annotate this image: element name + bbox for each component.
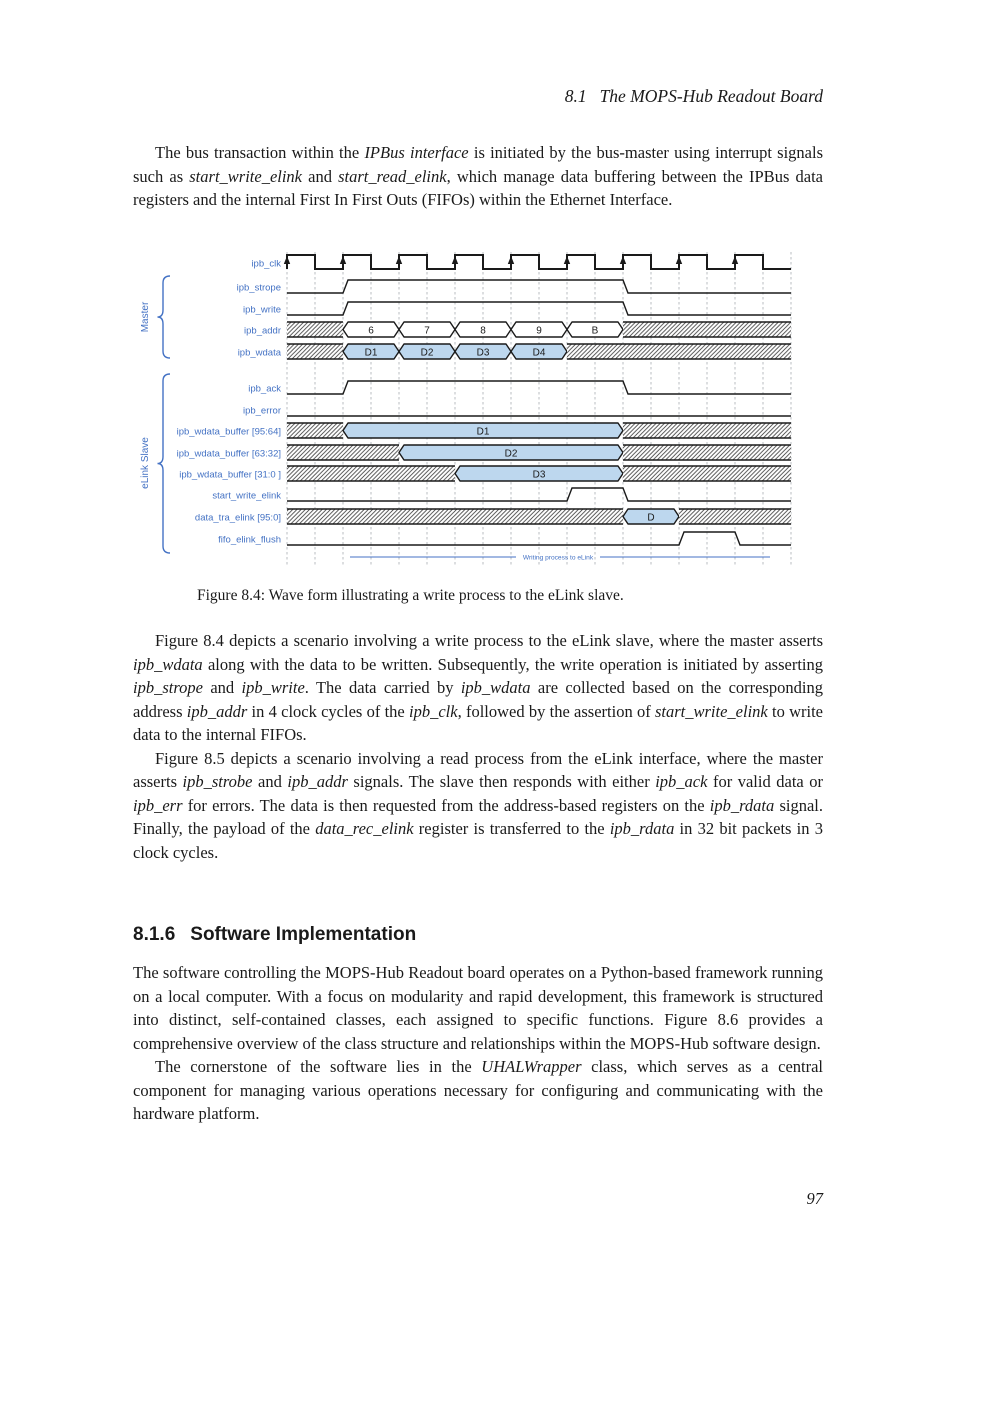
signal-ipb_error [243, 406, 791, 417]
clock-rising-edge-arrow-icon [340, 256, 346, 264]
group-brace-icon [158, 374, 171, 553]
svg-text:7: 7 [424, 325, 430, 337]
svg-text:ipb_wdata: ipb_wdata [237, 347, 281, 359]
clock-rising-edge-arrow-icon [732, 256, 738, 264]
clock-rising-edge-arrow-icon [452, 256, 458, 264]
svg-text:ipb_strope: ipb_strope [236, 282, 281, 294]
clock-rising-edge-arrow-icon [508, 256, 514, 264]
signal-ipb_ack [248, 381, 791, 395]
clock-rising-edge-arrow-icon [284, 256, 290, 264]
intro-paragraph-block [133, 141, 823, 212]
paragraph-write-process: Figure 8.4 depicts a scenario involving a write process to the eLink slave, where the master asserts ipb_wdata along with the data to be written. Subsequently, the write operation is initiated by asserting ipb_strope and ipb_write. The data carried by ipb_wdata are collected based on the corresponding address ipb_addr in 4 clock cycles of the ipb_clk, followed by the assertion of start_write_elink to write data to the internal FIFOs. [133, 631, 823, 744]
signal-group-elink-slave [140, 374, 170, 553]
svg-text:ipb_ack: ipb_ack [248, 383, 281, 395]
running-head-section-number: 8.1 [564, 86, 587, 106]
signal-fifo_elink_flush [218, 532, 791, 546]
svg-text:ipb_clk: ipb_clk [251, 258, 281, 270]
paragraph-software-framework: The software controlling the MOPS-Hub Readout board operates on a Python-based framework running on a local computer. With a focus on modularity and rapid development, this framework is structured into distinct, self-contained classes, each assigned to specific functions. Figure 8.6 provides a comprehensive overview of the class structure and relationships within the MOPS-Hub software design. [133, 963, 823, 1053]
signal-ipb_wdata_buffer_95_64 [177, 423, 791, 438]
svg-text:9: 9 [536, 325, 542, 337]
signal-ipb_wdata_buffer_63_32 [177, 445, 791, 460]
figure-discussion-block [133, 629, 823, 864]
section-heading [133, 924, 823, 946]
signal-ipb_clk [251, 255, 791, 270]
paragraph-ipbus-intro: The bus transaction within the IPBus interface is initiated by the bus-master using interrupt signals such as start_write_elink and start_read_elink, which manage data buffering between the IPBus data registers and the internal First In First Outs (FIFOs) within the Ethernet Interface. [133, 143, 823, 209]
svg-text:ipb_write: ipb_write [242, 304, 281, 316]
signal-ipb_wdata_buffer_31_0 [179, 466, 791, 481]
signal-start_write_elink [212, 488, 791, 502]
page-number: 97 [806, 1189, 823, 1208]
svg-text:D3: D3 [532, 469, 546, 481]
svg-text:start_write_elink: start_write_elink [212, 490, 281, 502]
svg-text:D4: D4 [532, 347, 546, 359]
section-heading-title: Software Implementation [190, 924, 417, 945]
signal-ipb_addr [244, 322, 791, 337]
running-head [133, 86, 823, 107]
signal-ipb_write [243, 302, 791, 316]
svg-text:Master: Master [140, 301, 151, 333]
svg-text:D1: D1 [364, 347, 378, 359]
svg-text:D2: D2 [504, 448, 518, 460]
group-brace-icon [158, 276, 171, 358]
section-heading-number: 8.1.6 [133, 924, 176, 945]
svg-text:Writing process to eLink: Writing process to eLink [522, 554, 594, 562]
svg-text:fifo_elink_flush: fifo_elink_flush [218, 534, 281, 546]
clock-rising-edge-arrow-icon [620, 256, 626, 264]
svg-text:B: B [591, 325, 599, 337]
svg-text:ipb_error: ipb_error [242, 405, 281, 417]
running-head-section-title: The MOPS-Hub Readout Board [599, 86, 823, 106]
svg-text:8: 8 [480, 325, 486, 337]
signal-group-master [140, 276, 170, 358]
signal-ipb_strope [237, 280, 791, 294]
svg-text:D2: D2 [420, 347, 434, 359]
signal-ipb_wdata [238, 344, 791, 359]
paragraph-uhalwrapper: The cornerstone of the software lies in the UHALWrapper class, which serves as a central component for managing various operations necessary for configuring and communicating with the hardware platform. [133, 1057, 823, 1123]
svg-text:ipb_wdata_buffer [31:0 ]: ipb_wdata_buffer [31:0 ] [179, 469, 281, 481]
signal-data_tra_elink [195, 509, 791, 524]
clock-rising-edge-arrow-icon [676, 256, 682, 264]
svg-text:6: 6 [368, 325, 374, 337]
clock-rising-edge-arrow-icon [396, 256, 402, 264]
svg-text:D1: D1 [476, 426, 490, 438]
clock-rising-edge-arrow-icon [564, 256, 570, 264]
figure-caption: Figure 8.4: Wave form illustrating a write process to the eLink slave. [197, 587, 624, 604]
svg-text:ipb_wdata_buffer [95:64]: ipb_wdata_buffer [95:64] [176, 426, 281, 438]
software-section-block [133, 961, 823, 1126]
waveform-figure [130, 245, 810, 575]
paragraph-read-process: Figure 8.5 depicts a scenario involving a read process from the eLink interface, where the master asserts ipb_strobe and ipb_addr signals. The slave then responds with either ipb_ack for valid data or ipb_err for errors. The data is then requested from the address-based registers on the ipb_rdata signal. Finally, the payload of the data_rec_elink register is transferred to the ipb_rdata in 32 bit packets in 3 clock cycles. [133, 748, 823, 862]
svg-text:data_tra_elink [95:0]: data_tra_elink [95:0] [194, 512, 281, 524]
svg-text:ipb_addr: ipb_addr [244, 325, 281, 337]
svg-text:ipb_wdata_buffer [63:32]: ipb_wdata_buffer [63:32] [176, 448, 281, 460]
svg-text:D: D [647, 512, 655, 524]
svg-text:D3: D3 [476, 347, 490, 359]
svg-text:eLink Slave: eLink Slave [140, 437, 151, 489]
